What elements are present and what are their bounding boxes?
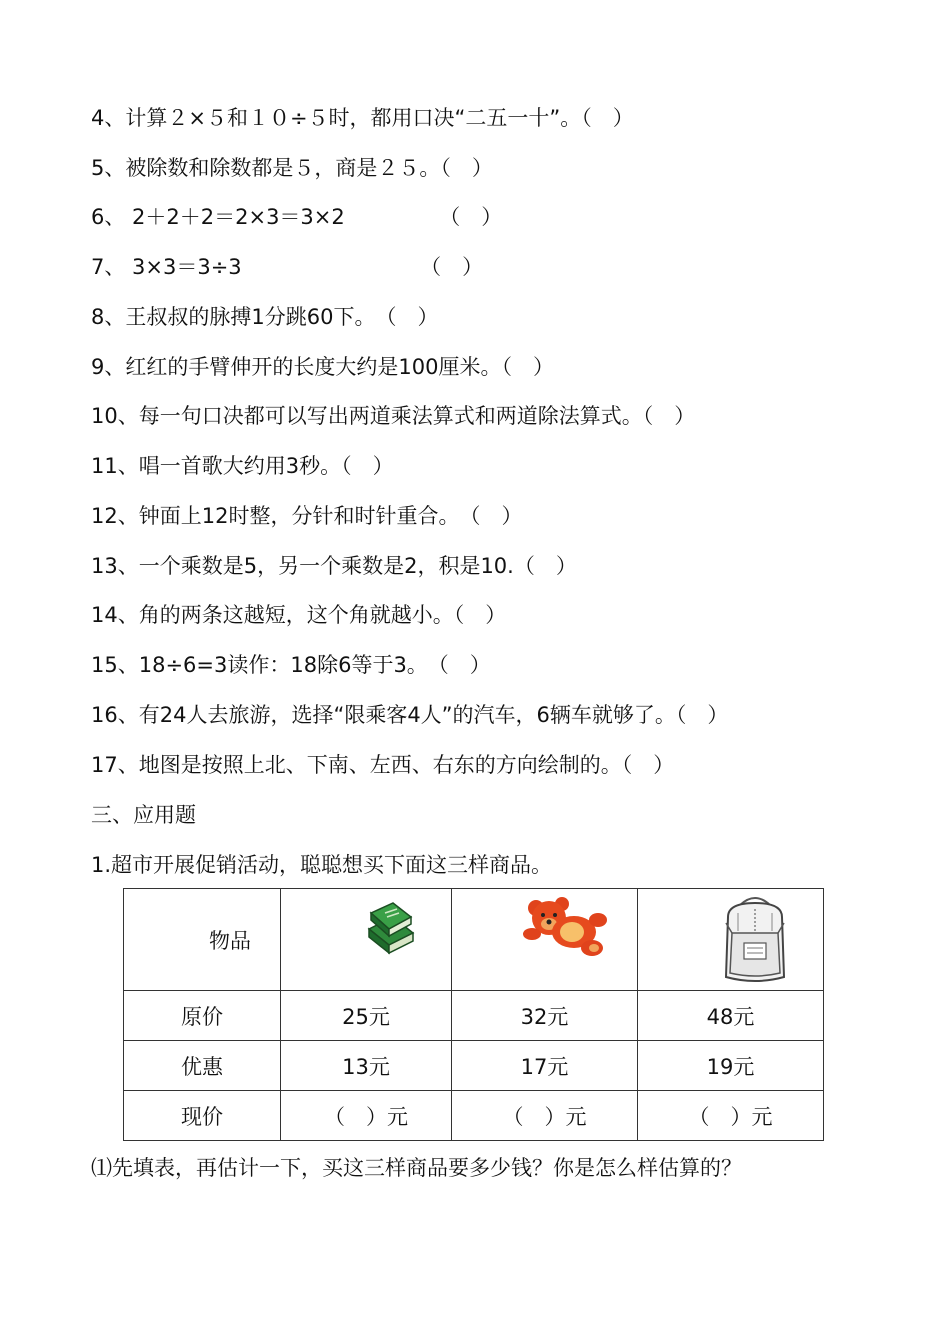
- judge-item-17: 17、地图是按照上北、下南、左西、右东的方向绘制的。（ ）: [91, 753, 675, 777]
- sub-question-1: ⑴先填表，再估计一下，买这三样商品要多少钱？你是怎么样估算的？: [91, 1156, 742, 1180]
- judge-item-12: 12、钟面上12时整，分针和时针重合。 （ ）: [91, 504, 523, 528]
- table-cell: 48元: [638, 991, 824, 1041]
- table-row: [124, 1091, 824, 1141]
- table-cell: 19元: [638, 1041, 824, 1091]
- table-row: [124, 889, 824, 991]
- judge-item-14: 14、角的两条这越短，这个角就越小。（ ）: [91, 603, 507, 627]
- backpack-cell: [638, 889, 824, 991]
- section-title: 三、应用题: [91, 803, 196, 827]
- table-cell: 17元: [452, 1041, 638, 1091]
- price-table: [123, 888, 824, 1141]
- teddy-bear-icon: [522, 896, 608, 958]
- row-label-discount: 优惠: [124, 1041, 281, 1091]
- answer-blank-cell[interactable]: （ ）元: [638, 1091, 824, 1141]
- table-row: [124, 1041, 824, 1091]
- judge-item-13: 13、一个乘数是5，另一个乘数是2，积是10.（ ）: [91, 554, 577, 578]
- table-cell: 32元: [452, 991, 638, 1041]
- judge-item-11: 11、唱一首歌大约用3秒。（ ）: [91, 454, 394, 478]
- books-icon: [363, 899, 419, 961]
- table-cell: 25元: [281, 991, 452, 1041]
- judge-item-9: 9、红红的手臂伸开的长度大约是100厘米。（ ）: [91, 355, 554, 379]
- judge-item-5: 5、被除数和除数都是５，商是２５。（ ）: [91, 156, 493, 180]
- judge-item-15: 15、18÷6=3读作：18除6等于3。 （ ）: [91, 653, 491, 677]
- table-row: [124, 991, 824, 1041]
- teddy-bear-cell: [452, 889, 638, 991]
- judge-item-10: 10、每一句口决都可以写出两道乘法算式和两道除法算式。（ ）: [91, 404, 696, 428]
- problem-1: 1.超市开展促销活动，聪聪想买下面这三样商品。: [91, 853, 553, 877]
- judge-item-4: 4、计算２×５和１０÷５时，都用口决“二五一十”。（ ）: [91, 106, 634, 130]
- answer-blank-cell[interactable]: （ ）元: [452, 1091, 638, 1141]
- backpack-icon: [718, 893, 792, 985]
- table-cell: 13元: [281, 1041, 452, 1091]
- judge-item-16: 16、有24人去旅游，选择“限乘客4人”的汽车，6辆车就够了。（ ）: [91, 703, 729, 727]
- books-cell: [281, 889, 452, 991]
- row-label-original-price: 原价: [124, 991, 281, 1041]
- judge-item-6: 6、 2＋2＋2＝2×3＝3×2 （ ）: [91, 205, 503, 229]
- judge-item-7: 7、 3×3＝3÷3 （ ）: [91, 255, 484, 279]
- row-label-current-price: 现价: [124, 1091, 281, 1141]
- item-header-label: 物品: [124, 889, 281, 991]
- judge-item-8: 8、王叔叔的脉搏1分跳60下。 （ ）: [91, 305, 439, 329]
- answer-blank-cell[interactable]: （ ）元: [281, 1091, 452, 1141]
